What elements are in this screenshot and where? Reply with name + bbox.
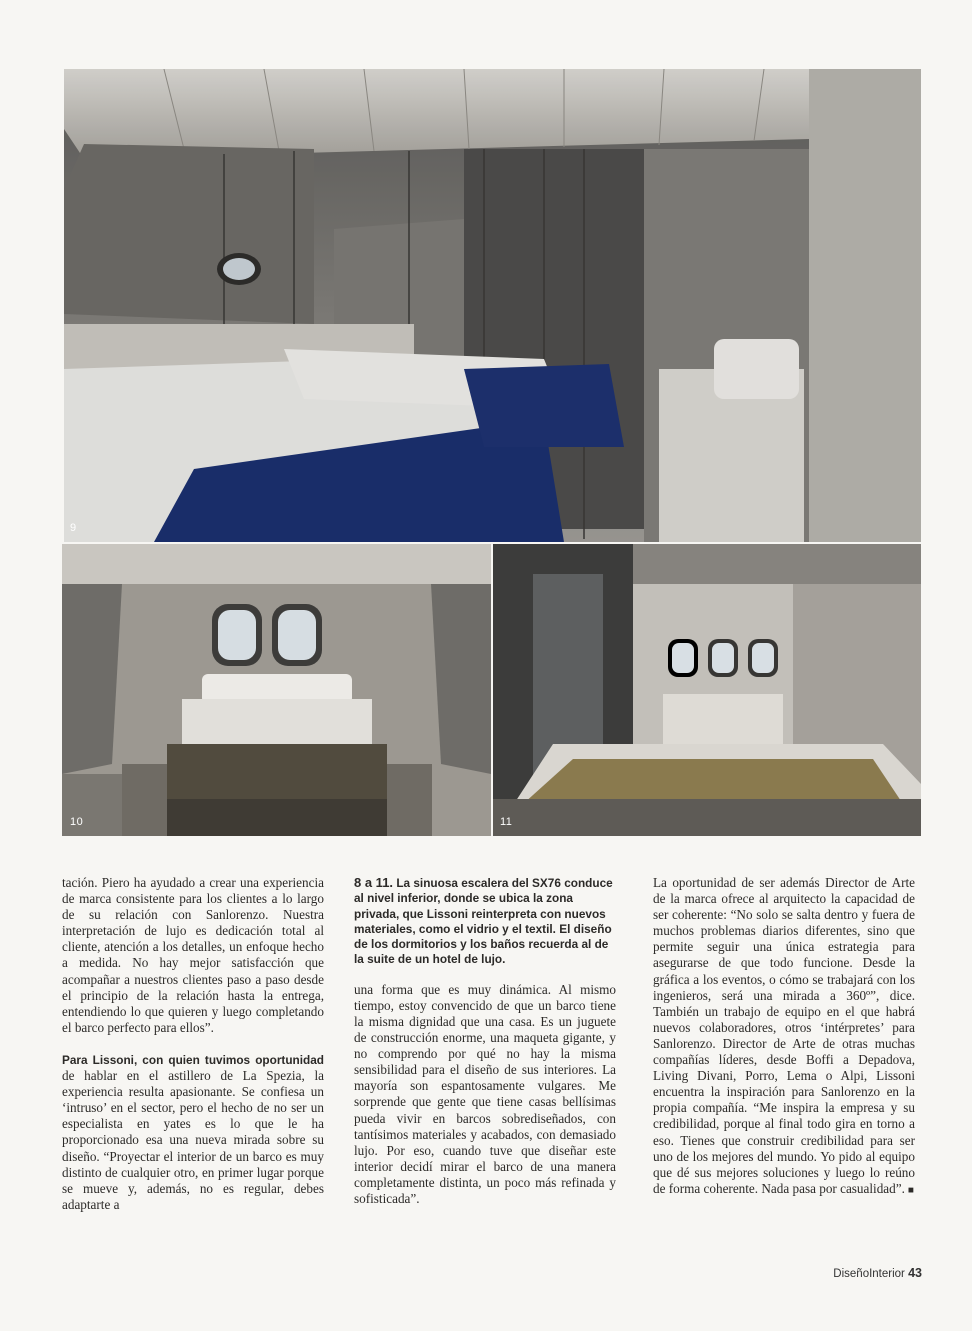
caption-text: La sinuosa escalera del SX76 conduce al nivel inferior, donde se ubica la zona privada, que Lissoni reinterpreta con nuevos materiales, como el vidrio y el textil. El diseño de los dormitorios y los baños recuerda al de la suite de un hotel de lujo. [354, 876, 613, 967]
left-paragraph-2 [62, 1052, 324, 1213]
right-paragraph [653, 875, 915, 1199]
middle-paragraph: una forma que es muy dinámica. Al mismo tiempo, estoy convencido de que un barco tiene la misma dignidad que una casa. Es un juguete de construcción enorme, una maqueta gigante, y no comprendo por qué no hay la misma sensibilidad para el diseño de sus interiores. La mayoría son espantosamente vulgares. Me sorprende que gente que tiene casas bellísimas pueda vivir en barcos sobrediseñados, con tantísimos materiales y acabados, con demasiado lujo. Por eso, cuando tuve que diseñar este interior decidí mirar el barco de una manera completamente distinta, un poco más refinada y sofisticada”. [354, 981, 616, 1206]
caption-range: 8 a 11. [354, 875, 394, 890]
text-column-middle [354, 875, 616, 1207]
photo-10-number: 10 [70, 816, 84, 828]
page-number: 43 [908, 1266, 922, 1280]
photo-11-number: 11 [500, 816, 513, 828]
photo-9 [64, 69, 921, 542]
magazine-name: DiseñoInterior [833, 1268, 905, 1280]
photo-10 [62, 544, 491, 836]
end-mark-icon: ■ [907, 1184, 914, 1196]
left-paragraph-2-body: de hablar en el astillero de La Spezia, la experiencia resulta apasionante. Se confiesa un ‘intruso’ en el sector, pero el hecho de no ser un especialista en yates es lo que le ha proporcionado esa una nueva mirada sobre su diseño. “Proyectar el interior de un barco es muy distinto de cualquier otro, en primer lugar porque se mueve y, además, no es regular, debes adaptarte a [62, 1068, 324, 1212]
photo-9-number: 9 [70, 522, 77, 534]
left-paragraph-1: tación. Piero ha ayudado a crear una experiencia de marca consistente para los clientes a lo largo de su relación con Sanlorenzo. Nuestra interpretación de lujo es dedicación total al cliente, atención a los detalles, un enfoque hecho a medida. No hay mejor satisfacción que acompañar a nuestros clientes paso a paso desde el principio de la relación hasta la entrega, entendiendo lo que quieren y luego completando el barco perfecto para ellos”. [62, 875, 324, 1035]
text-column-left [62, 875, 324, 1213]
page-footer [833, 1266, 922, 1280]
photo-11 [493, 544, 921, 836]
text-column-right [653, 875, 915, 1199]
left-paragraph-2-lead: Para Lissoni, con quien tuvimos oportunidad [62, 1052, 324, 1067]
right-paragraph-body: La oportunidad de ser además Director de Arte de la marca ofrece al arquitecto la capacidad de ser coherente: “No solo se salta dentro y fuera de muchos problemas diarios diferentes, sino que permite seguir una única estrategia para asegurarse de que todo funcione. Desde la gráfica a los eventos, o cómo se trabajará con los ingenieros, será una mirada a 360º”, dice. También un trabajo de equipo en el que habrá nuevos colaboradores, otros ‘intérpretes’ para Sanlorenzo. Director de Arte de otras muchas compañías líderes, desde Boffi a Depadova, Living Divani, Porro, Lema o Alpi, Lissoni encuentra la inspiración para Sanlorenzo en la propia compañía. “Me inspira la empresa y su credibilidad, porque al final todo gira en torno a eso. Tienes que construir credibilidad para ser uno de los mejores del mundo. Yo pido al equipo que dé sus mejores soluciones y luego lo reúno de forma coherente. Nada pasa por casualidad”. [653, 875, 915, 1196]
photo-caption [354, 875, 616, 968]
